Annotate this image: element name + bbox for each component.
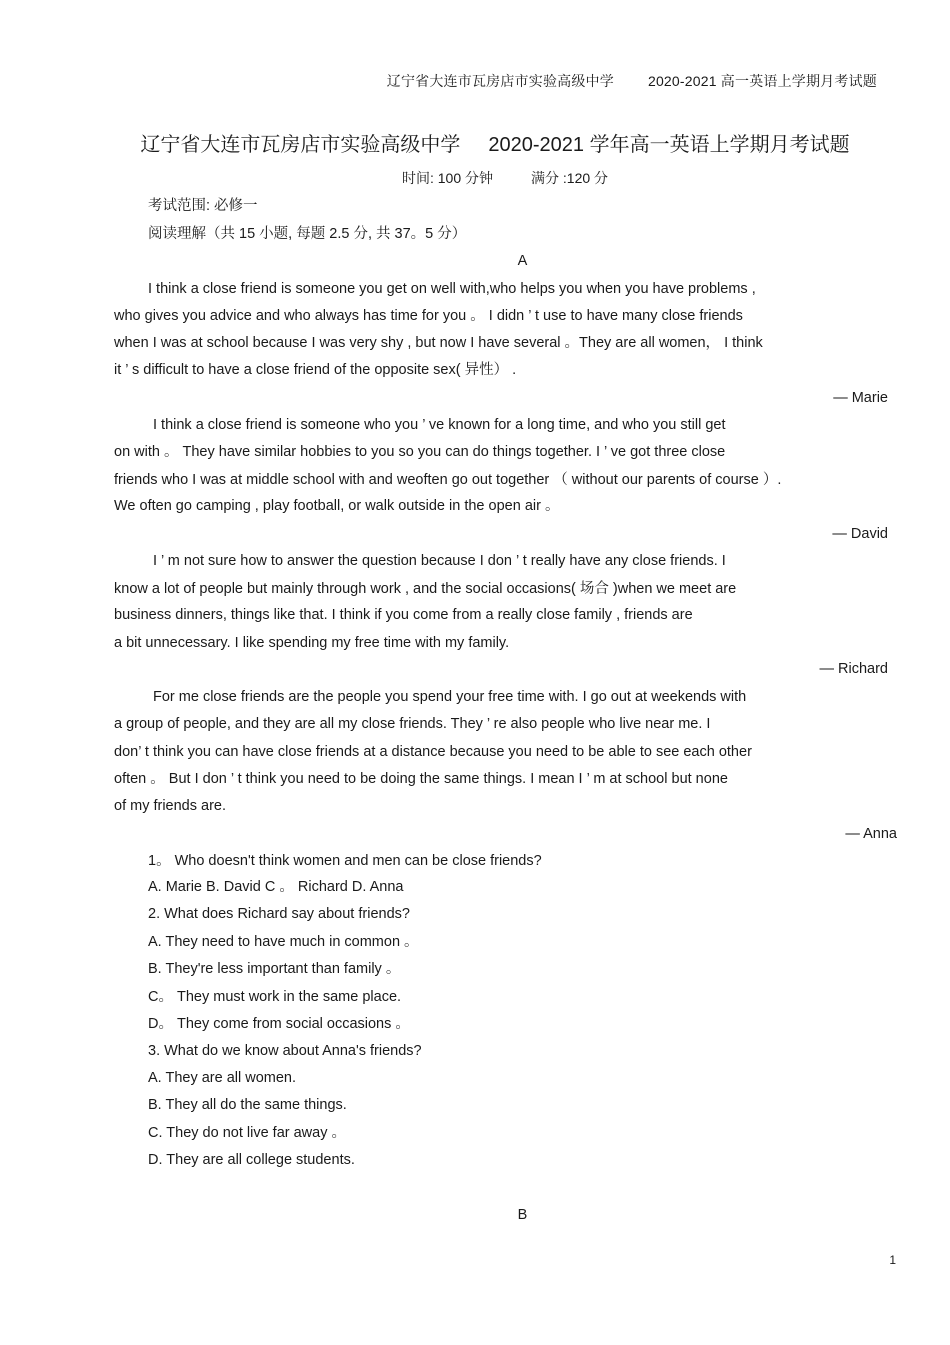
title-rest: 2020-2021 学年高一英语上学期月考试题 — [488, 134, 850, 156]
passage-b-label: B — [517, 1207, 528, 1223]
paragraph-line: when I was at school because I was very shy , but now I have several 。They are all women， I think — [114, 335, 763, 351]
paragraph-line: I think a close friend is someone who you ’ ve known for a long time, and who you still get — [153, 417, 726, 433]
question-stem: 3. What do we know about Anna's friends? — [148, 1043, 422, 1059]
question-option: B. They're less important than family 。 — [148, 961, 401, 977]
paragraph-line: a group of people, and they are all my close friends. They ’ re also people who live near me. I — [114, 716, 711, 732]
paragraph-line: I think a close friend is someone you get on well with,who helps you when you have problems , — [148, 281, 756, 297]
paragraph-line: who gives you advice and who always has time for you 。 I didn ’ t use to have many close friends — [114, 308, 743, 324]
paragraph-line: don’ t think you can have close friends at a distance because you need to be able to see each other — [114, 744, 752, 760]
question-option: D。 They come from social occasions 。 — [148, 1016, 410, 1032]
question-option: A. Marie B. David C 。 Richard D. Anna — [148, 879, 404, 895]
question-option: B. They all do the same things. — [148, 1097, 347, 1113]
paragraph-line: I ’ m not sure how to answer the question because I don ’ t really have any close friends. I — [153, 553, 726, 569]
paragraph-line: For me close friends are the people you spend your free time with. I go out at weekends with — [153, 689, 747, 705]
running-header — [387, 71, 877, 91]
paragraph-line: on with 。 They have similar hobbies to you so you can do things together. I ’ ve got three close — [114, 444, 726, 460]
paragraph-line: know a lot of people but mainly through work , and the social occasions( 场合 )when we meet are — [114, 581, 737, 597]
exam-scope: 考试范围: 必修一 — [148, 198, 258, 214]
paragraph-line: business dinners, things like that. I think if you come from a really close family , friends are — [114, 607, 693, 623]
paragraph-line: We often go camping , play football, or walk outside in the open air 。 — [114, 498, 560, 514]
question-option: D. They are all college students. — [148, 1152, 355, 1168]
paragraph-line: it ’ s difficult to have a close friend of the opposite sex( 异性） . — [114, 362, 517, 378]
page-title — [0, 128, 950, 157]
paragraph-line: a bit unnecessary. I like spending my free time with my family. — [114, 635, 510, 651]
exam-meta — [0, 168, 950, 188]
question-stem: 2. What does Richard say about friends? — [148, 906, 410, 922]
question-option: A. They are all women. — [148, 1070, 297, 1086]
signature-david: — David — [832, 526, 888, 542]
paragraph-line: friends who I was at middle school with and weoften go out together （ without our parents of course ）. — [114, 472, 782, 488]
question-option: A. They need to have much in common 。 — [148, 934, 419, 950]
header-subtitle: 2020-2021 高一英语上学期月考试题 — [647, 73, 877, 89]
page-number: 1 — [889, 1253, 896, 1267]
paragraph-line: of my friends are. — [114, 798, 227, 814]
header-school: 辽宁省大连市瓦房店市实验高级中学 — [386, 73, 614, 89]
title-school: 辽宁省大连市瓦房店市实验高级中学 — [140, 134, 461, 156]
signature-marie: — Marie — [833, 390, 888, 406]
signature-richard: — Richard — [819, 661, 888, 677]
section-heading: 阅读理解（共 15 小题, 每题 2.5 分, 共 37。5 分） — [148, 226, 467, 242]
signature-anna: — Anna — [845, 826, 897, 842]
question-stem: 1。 Who doesn't think women and men can be close friends? — [148, 853, 542, 869]
question-option: C. They do not live far away 。 — [148, 1125, 346, 1141]
passage-a-label: A — [517, 253, 528, 269]
paragraph-line: often 。 But I don ’ t think you need to be doing the same things. I mean I ’ m at school but none — [114, 771, 728, 787]
exam-time: 时间: 100 分钟 — [401, 170, 493, 186]
question-option: C。 They must work in the same place. — [148, 989, 402, 1005]
exam-score: 满分 :120 分 — [531, 170, 609, 186]
